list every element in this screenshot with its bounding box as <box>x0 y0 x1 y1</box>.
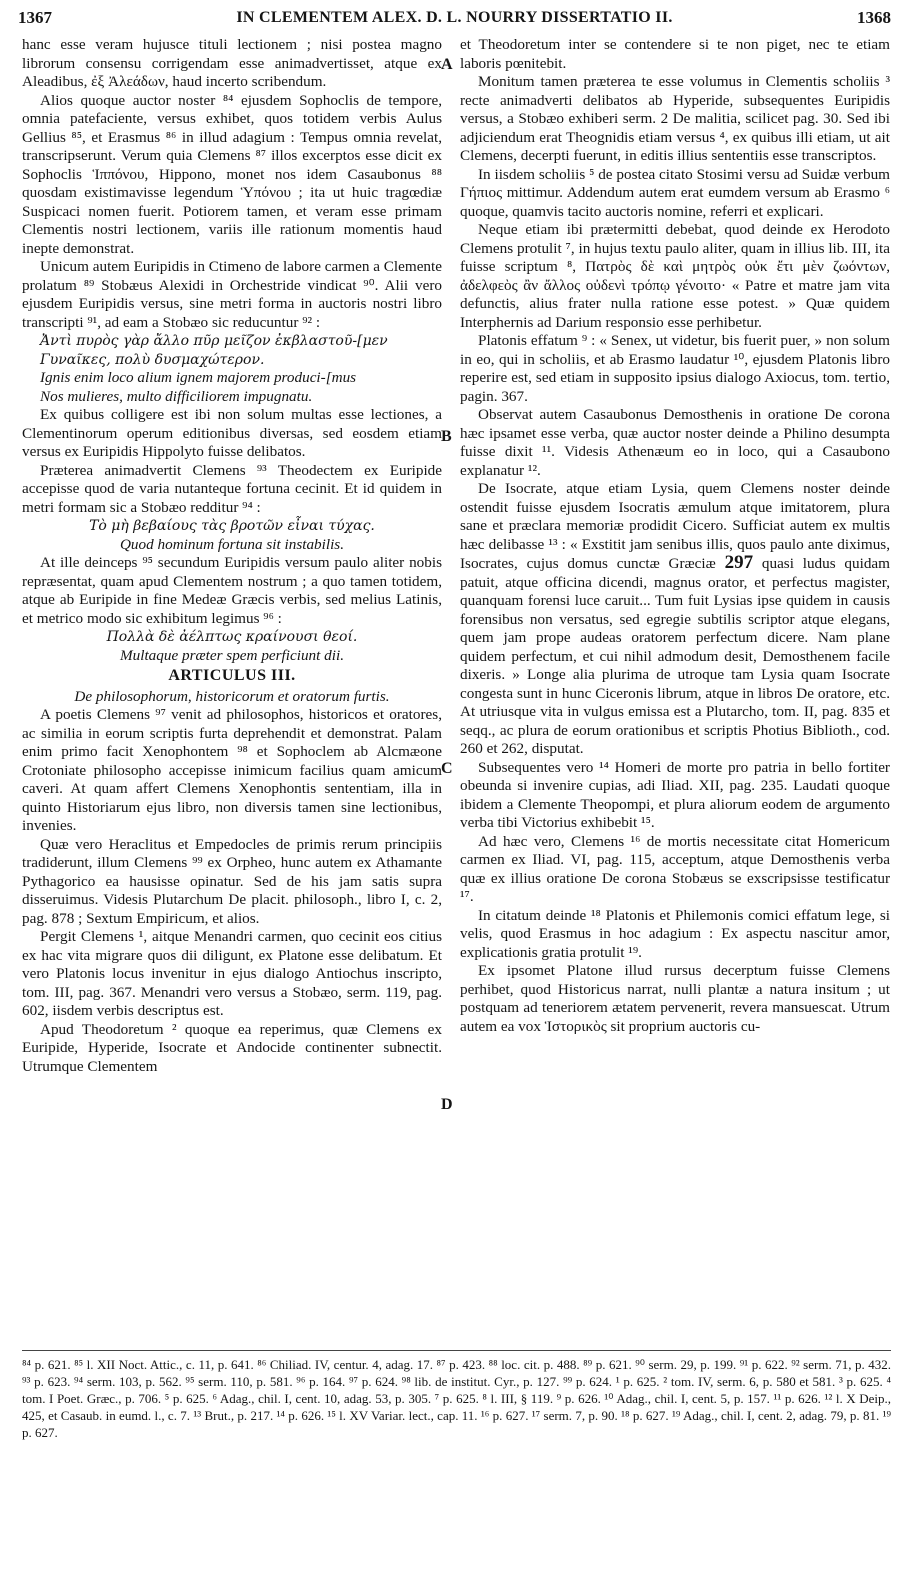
footnote-divider <box>22 1350 891 1351</box>
paragraph: Pergit Clemens ¹, aitque Menandri carmen, quo cecinit eos citius ex hac vita migrare quos dii diligunt, ex Platone esse delibatum. Et vero Platonis locus invenitur in ejus dialogo Antiochus inscripto, tom. III, pag. 367. Menandri vero versus a Stobæo, serm. 119, pag. 602, iisdem verbis descriptus est. <box>22 928 442 1019</box>
article-subheading: De philosophorum, historicorum et oratorum furtis. <box>74 687 390 705</box>
right-column <box>460 36 890 1036</box>
paragraph: Quæ vero Heraclitus et Empedocles de primis rerum principiis tradiderunt, illum Clemens ⁹⁹ ex Orpheo, hunc autem ex Athamante Pythagorico ea hausisse opinatur. Sed de his jam satis supra disseruimus. Videsis Plutarchum De placit. philosoph., libro I, c. 2, pag. 878 ; Sextum Empiricum, et alios. <box>22 835 442 927</box>
page-number-right: 1368 <box>857 8 891 27</box>
paragraph: Ad hæc vero, Clemens ¹⁶ de mortis necessitate citat Homericum carmen ex Iliad. VI, pag. 115, acceptum, atque Demosthenis verba quæ ex illius oratione De corona Stobæus se exscripsisse testificatur ¹⁷. <box>460 832 890 905</box>
margin-marker-b: B <box>441 428 452 445</box>
paragraph <box>460 480 890 759</box>
paragraph: Ex ipsomet Platone illud rursus decerptum fuisse Clemens perhibet, quod Historicus narrat, nulli plantæ a natura insitum ; ut postquam ad teneriorem ætatem pervenerit, revera mansuescat. Utrum autem ea vox Ἱστορικὸς sit proprium auctoris cu- <box>460 962 890 1035</box>
paragraph: Alios quoque auctor noster ⁸⁴ ejusdem Sophoclis de tempore, omnia patefaciente, versus exhibet, quos totidem verbis Aulus Gellius ⁸⁵, et Erasmus ⁸⁶ in illud adagium : Tempus omnia revelat, transcripserunt. Verum quia Clemens ⁸⁷ illos excerptos esse dicit ex Sophoclis Ἱππόνου, Hippono, monet nos idem Casaubonus ⁸⁸ quosdam existimavisse legendum Ὑπόνου ; ita ut huic tragœdiæ Suspicaci nomen fuerit. Potiorem tamen, et veram esse primam Clementis nostri lectionem, variis ille rationum momentis haud inepte demonstrat. <box>22 91 442 257</box>
page-number-left: 1367 <box>18 8 52 27</box>
latin-verse: Nos mulieres, multo difficiliorem impugnatu. <box>40 387 313 405</box>
footnotes: ⁸⁴ p. 621. ⁸⁵ l. XII Noct. Attic., c. 11, p. 641. ⁸⁶ Chiliad. IV, centur. 4, adag. 17. ⁸⁷ p. 423. ⁸⁸ loc. cit. p. 488. ⁸⁹ p. 621. ⁹⁰ serm. 29, p. 199. ⁹¹ p. 622. ⁹² serm. 71, p. 432. ⁹³ p. 623. ⁹⁴ serm. 103, p. 562. ⁹⁵ serm. 110, p. 581. ⁹⁶ p. 164. ⁹⁷ p. 624. ⁹⁸ lib. de institut. Cyr., p. 127. ⁹⁹ p. 624. ¹ p. 625. ² tom. IV, serm. 6, p. 580 et 581. ³ p. 625. ⁴ tom. I Poet. Græc., p. 706. ⁵ p. 625. ⁶ Adag., chil. I, cent. 10, adag. 53, p. 305. ⁷ p. 625. ⁸ l. III, § 119. ⁹ p. 626. ¹⁰ Adag., chil. I, cent. 5, p. 157. ¹¹ p. 626. ¹² l. X Deip., 425, et Casaub. in eumd. l., c. 7. ¹³ Brut., p. 217. ¹⁴ p. 626. ¹⁵ l. XV Variar. lect., cap. 11. ¹⁶ p. 627. ¹⁷ serm. 7, p. 90. ¹⁸ p. 627. ¹⁹ Adag., chil. I, cent. 2, adag. 79, p. 81. ¹⁹ p. 627. <box>22 1357 891 1440</box>
paragraph: Ex quibus colligere est ibi non solum multas esse lectiones, a Clementinorum operum editionibus diversas, sed eosdem etiam versus ex Euripidis Hippolyto fuisse delibatos. <box>22 406 442 460</box>
greek-verse: Πολλὰ δὲ ἀέλπτως κραίνουσι θεοί. <box>106 629 358 645</box>
running-title: IN CLEMENTEM ALEX. D. L. NOURRY DISSERTATIO II. <box>236 9 673 26</box>
paragraph: Apud Theodoretum ² quoque ea reperimus, quæ Clemens ex Euripide, Hyperide, Isocrate et Andocide continenter subnectit. Utrumque Clementem <box>22 1020 442 1075</box>
greek-verse: Τὸ μὴ βεβαίους τὰς βροτῶν εἶναι τύχας. <box>89 518 375 534</box>
paragraph: Platonis effatum ⁹ : « Senex, ut videtur, bis fuerit puer, » non solum in eo, qui in scholiis, et ab Erasmo laudatur ¹⁰, ejusdem Platonis libro reperire est, sed etiam in supposito ipsius dialogo Axiocus, tom. tertio, pagin. 367. <box>460 332 890 405</box>
paragraph: In iisdem scholiis ⁵ de postea citato Stosimi versu ad Suidæ verbum Γήπιος mittimur. Addendum autem erat eumdem versum ab Erasmo ⁶ quoque, quamvis tacito auctoris nomine, referri et explicari. <box>460 165 890 220</box>
greek-verse: Ἀντὶ πυρὸς γὰρ ἄλλο πῦρ μεῖζον ἐκβλαστοῦ-[μεν <box>40 333 388 349</box>
article-heading: ARTICULUS III. <box>168 667 296 684</box>
paragraph: Monitum tamen præterea te esse volumus in Clementis scholiis ³ recte animadverti delibatos ab Hyperide, subsequentes Euripidis versus, a Stobæo exhiberi serm. 2 De malitia, scilicet pag. 30. Sed ibi adjiciendum erat Theognidis etiam versus ⁴, ex quibus illi etiam, ut ait Clemens, decerpti fuerunt, in editis illius sententiis esse transcriptos. <box>460 73 890 164</box>
paragraph-text: quasi ludus quidam patuit, atque officina dicendi, magnus orator, et perfectus magister, quanquam forensi luce caruit... Tum fuit Lysias ipse quidem in causis forensibus non versatus, sed egregie subtilis scriptor atque elegans, quem jam prope audeas oratorem perfectum dicere. Nam plane quidem perfectum, et cui nihil admodum desit, Demosthenem facile dixeris. » Longe alia plurima de utroque tam Lysia quam Isocrate congesta sunt in hunc Ciceronis librum, atque in libros De oratore, etc. At utriusque vita in vulgus emissa est a Plutarcho, tom. II, pag. 835 et seqq., ac plura de eorum orationibus et scriptis Photius Biblioth., cod. 260 et 262, disputat. <box>460 555 890 757</box>
edition-page-mark: 297 <box>724 552 754 573</box>
greek-verse: Γυναῖκες, πολὺ δυσμαχώτερον. <box>40 351 265 368</box>
paragraph: et Theodoretum inter se contendere si te non piget, nec te etiam laboris pœnitebit. <box>460 36 890 72</box>
latin-verse: Ignis enim loco alium ignem majorem produci-[mus <box>40 369 357 386</box>
paragraph: Præterea animadvertit Clemens ⁹³ Theodectem ex Euripide accepisse quod de varia nutanteque fortuna cecinit. Et id quidem in metri formam sic a Stobæo redditur ⁹⁴ : <box>22 461 442 516</box>
paragraph: Subsequentes vero ¹⁴ Homeri de morte pro patria in bello fortiter obeunda si invenire cupias, adi Iliad. XII, pag. 235. Laudati quoque ibidem a Clemente Theopompi, et plura aliorum eodem de argumento verba tibi Victorius exhibebit ¹⁵. <box>460 758 890 831</box>
margin-marker-d: D <box>441 1096 453 1113</box>
latin-verse: Multaque præter spem perficiunt dii. <box>120 646 344 664</box>
margin-marker-c: C <box>441 760 453 777</box>
paragraph: hanc esse veram hujusce tituli lectionem ; nisi postea magno librorum consensu corrigendam esse animadvertisset, atque ex Aleadibus, ἐξ Ἀλεάδων, haud incerto scribendum. <box>22 36 442 90</box>
paragraph: Neque etiam ibi prætermitti debebat, quod deinde ex Herodoto Clemens protulit ⁷, in hujus textu paulo aliter, quam in illius lib. III, ita fuisse scriptum ⁸, Πατρὸς δὲ καὶ μητρὸς οὐκ ἔτι μὲν ζωόντων, ἀδελφεὸς ἂν ἄλλος οὐδενὶ τρόπῳ γένοιτο· « Patre et matre jam vita defunctis, alius frater nulla ratione esse potest. » Quæ quidem Interphernis ad Darium responsio esse perhibetur. <box>460 221 890 331</box>
paragraph: In citatum deinde ¹⁸ Platonis et Philemonis comici effatum lege, si velis, quod Erasmus in hoc adagium : Ex aspectu nascitur amor, explicationis gratia protulit ¹⁹. <box>460 906 890 961</box>
paragraph: Observat autem Casaubonus Demosthenis in oratione De corona hæc ipsamet esse verba, quæ auctor noster deinde a Philino desumpta fuisse dixit ¹¹. Videsis Athenæum eo in loco, qui a Casaubono explanatur ¹². <box>460 406 890 479</box>
left-column <box>22 36 442 1076</box>
paragraph-text: De Isocrate, atque etiam Lysia, quem Clemens noster deinde ostendit fuisse ejusdem Isocratis æmulum atque imitatorem, plura sane et præclara memoriæ prodidit Cicero. Sufficiat autem ex multis hæc delibasse ¹³ : « Exstitit jam senibus illis, quos paulo ante diximus, Isocrates, cujus domus cunctæ Græciæ <box>460 480 890 572</box>
margin-marker-a: A <box>441 56 453 73</box>
running-header <box>18 8 891 32</box>
paragraph: At ille deinceps ⁹⁵ secundum Euripidis versum paulo aliter nobis repræsentat, quam apud Clementem nostrum ; a quo tamen totidem, atque ab Euripide in fine Medeæ Græcis verbis, sed melius Latinis, et metrico modo sic exhibitum legimus ⁹⁶ : <box>22 554 442 627</box>
latin-verse: Quod hominum fortuna sit instabilis. <box>119 535 345 553</box>
paragraph: A poetis Clemens ⁹⁷ venit ad philosophos, historicos et oratores, ac similia in eorum scriptis furta deprehendit et demonstrat. Palam enim primo facit Xenophontem ⁹⁸ et Sophoclem ab Alcmæone Crotoniate philosopho accepisse inimicum facilius quam amicum caveri. At quam affert Clemens Xenophontis sententiam, illa in quinto Historiarum ejus libro, non diversis tamen sine lectionibus, invenies. <box>22 706 442 834</box>
paragraph: Unicum autem Euripidis in Ctimeno de labore carmen a Clemente prolatum ⁸⁹ Stobæus Alexidi in Orchestride vindicat ⁹⁰. Alii vero ejusdem Euripidis versus, sine metri forma in auctoris nostri libro transcripti ⁹¹, ad eam a Stobæo sic reducuntur ⁹² : <box>22 258 442 331</box>
